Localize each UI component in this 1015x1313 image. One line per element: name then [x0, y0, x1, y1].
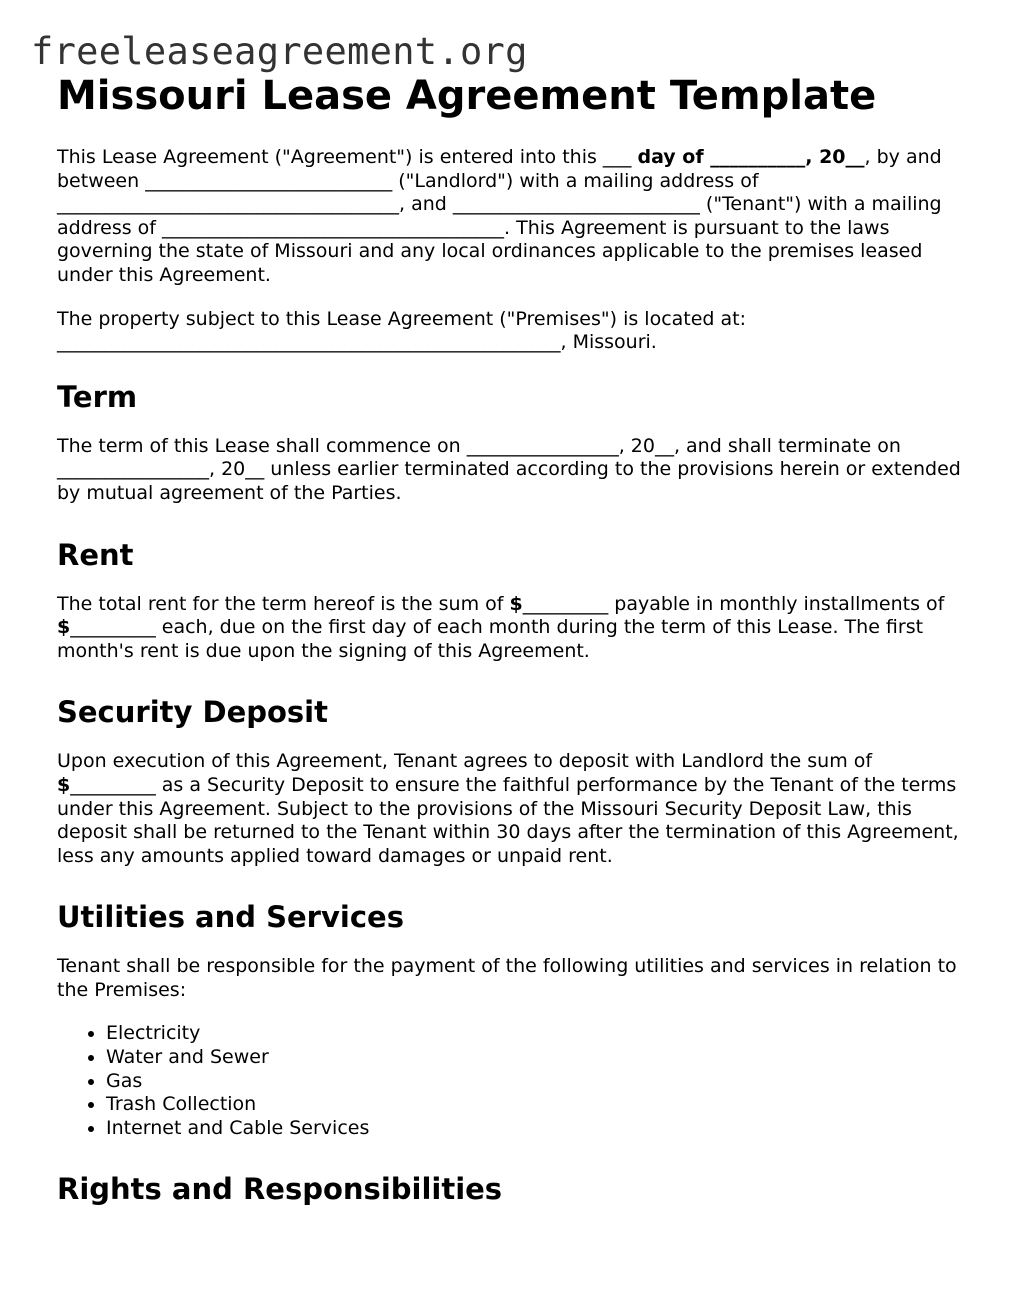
deposit-text-start: Upon execution of this Agreement, Tenant agrees to deposit with Landlord the sum of	[57, 750, 873, 773]
premises-paragraph: The property subject to this Lease Agreement ("Premises") is located at: _____________________________________________________, Missouri.	[57, 307, 747, 354]
deposit-paragraph	[57, 750, 967, 868]
deposit-heading: Security Deposit	[57, 695, 328, 730]
rent-monthly-dollar: $	[57, 616, 71, 639]
site-watermark: freeleaseagreement.org	[31, 30, 528, 73]
rent-text-start: The total rent for the term hereof is the sum of	[57, 592, 510, 615]
intro-paragraph	[57, 146, 967, 288]
rent-text-end: _________ each, due on the first day of each month during the term of this Lease. The first month's rent is due upon the signing of this Agreement.	[57, 616, 924, 662]
rent-total-dollar: $	[509, 592, 523, 615]
list-item: • Electricity	[106, 1022, 967, 1046]
document-page	[57, 70, 967, 1207]
list-item: • Gas	[106, 1070, 967, 1094]
rent-text-middle: _________ payable in monthly installments of	[522, 592, 945, 615]
intro-text-start: This Lease Agreement ("Agreement") is entered into this ___	[57, 146, 638, 168]
rights-heading: Rights and Responsibilities	[57, 1172, 503, 1207]
intro-text-rest: , by and between __________________________ ("Landlord") with a mailing address of ____________________________________, and __________________________ ("Tenant") with a mailing address of ____________________________________. This Agreement is pursuant to the laws governing the state of Missouri and any local ordinances applicable to the premises leased under this Agreement.	[57, 146, 942, 286]
utilities-paragraph: Tenant shall be responsible for the payment of the following utilities and services in relation to the Premises:	[57, 955, 957, 1001]
list-item: • Trash Collection	[106, 1093, 967, 1117]
utilities-heading: Utilities and Services	[57, 900, 404, 935]
deposit-text-end: _________ as a Security Deposit to ensure the faithful performance by the Tenant of the terms under this Agreement. Subject to the provisions of the Missouri Security Deposit Law, this deposit shall be returned to the Tenant within 30 days after the termination of this Agreement, less any amounts applied toward damages or unpaid rent.	[57, 773, 959, 867]
term-paragraph: The term of this Lease shall commence on ________________, 20__, and shall terminate on ________________, 20__ unless earlier terminated according to the provisions herein or extended by mutual agreement of the Parties.	[57, 434, 961, 504]
rent-heading: Rent	[57, 537, 134, 572]
list-item: • Water and Sewer	[106, 1046, 967, 1070]
intro-date-blank: day of __________, 20__	[637, 146, 865, 168]
document-title: Missouri Lease Agreement Template	[57, 73, 877, 119]
deposit-dollar: $	[57, 773, 71, 796]
list-item: • Internet and Cable Services	[106, 1117, 967, 1141]
utilities-list	[57, 1022, 967, 1140]
rent-paragraph	[57, 593, 967, 664]
term-heading: Term	[57, 379, 138, 414]
